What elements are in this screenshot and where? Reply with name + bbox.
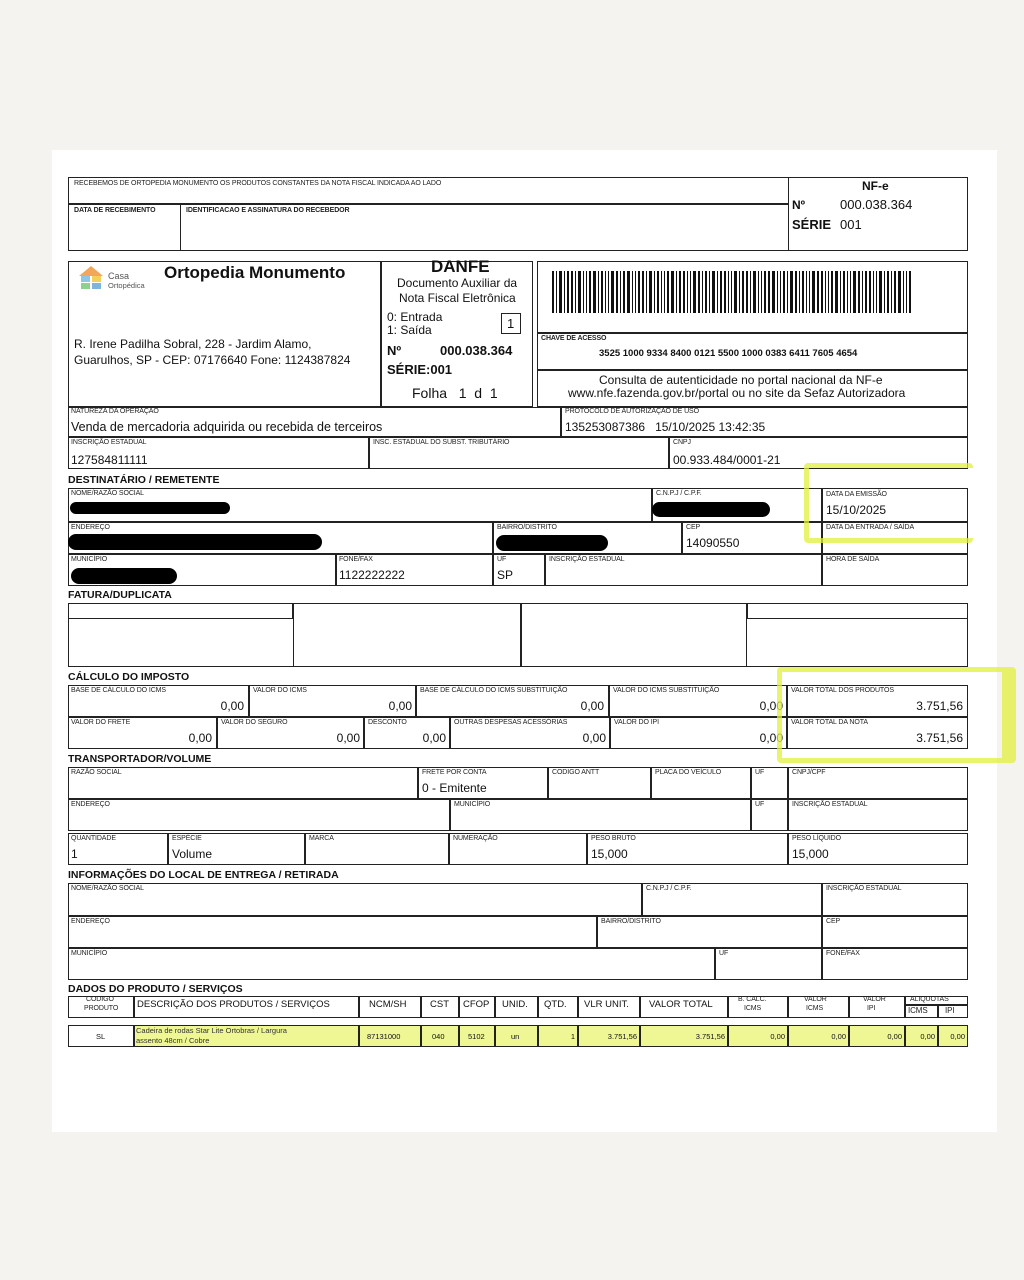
barcode-bar [843,271,845,313]
discount-value: 0,00 [422,731,446,745]
emission-label: DATA DA EMISSÃO [826,491,887,498]
barcode-bar [828,271,829,313]
transport-qty-label: QUANTIDADE [71,835,116,842]
barcode-bar [806,271,807,313]
barcode-bar [780,271,781,313]
barcode-bar [783,271,785,313]
base-st-value: 0,00 [580,699,604,713]
barcode-bar [825,271,826,313]
base-st-label: BASE DE CÁLCULO DO ICMS SUBSTITUIÇÃO [420,687,568,694]
transport-freight-label: FRETE POR CONTA [422,769,487,776]
barcode-bar [589,271,591,313]
issuer-address-line1: R. Irene Padilha Sobral, 228 - Jardim Alamo, [74,337,312,351]
barcode-bar [862,271,863,313]
invoice-cell-3 [521,603,747,667]
highlight-emission-date [804,463,973,543]
insurance-label: VALOR DO SEGURO [221,719,288,726]
recipient-cep-value: 14090550 [686,536,740,550]
barcode [552,271,913,313]
barcode-bar [731,271,732,313]
header-unit: UNID. [502,999,528,1010]
barcode-bar [879,271,882,313]
barcode-bar [598,271,599,313]
barcode-bar [734,271,737,313]
header-cfop: CFOP [463,999,490,1010]
barcode-bar [812,271,815,313]
barcode-bar [676,271,677,313]
header-unit-price: VLR UNIT. [584,999,629,1010]
transport-net-value: 15,000 [792,847,829,861]
barcode-bar [724,271,726,313]
redacted-city [71,568,177,584]
barcode-bar [605,271,606,313]
header-ncm: NCM/SH [369,999,407,1010]
header-total: VALOR TOTAL [649,999,713,1010]
barcode-bar [887,271,889,313]
transport-city-label: MUNICÍPIO [454,801,491,808]
recipient-city-label: MUNICÍPIO [71,556,108,563]
barcode-bar [620,271,621,313]
header-bc-2: ICMS [744,1005,762,1012]
redacted-district [496,535,608,551]
barcode-bar [717,271,718,313]
barcode-bar [623,271,625,313]
nature-value: Venda de mercadoria adquirida ou recebida de terceiros [71,420,383,434]
product-vipi: 0,00 [887,1032,902,1041]
header-vipi-1: VALOR [863,996,886,1003]
exit-time-label: HORA DE SAÍDA [826,556,880,563]
product-cst: 040 [432,1032,445,1041]
barcode-bar [693,271,696,313]
products-total-label: VALOR TOTAL DOS PRODUTOS [791,687,894,694]
transport-cnpj-label: CNPJ/CPF [792,769,826,776]
product-aliq-icms: 0,00 [920,1032,935,1041]
product-cfop: 5102 [468,1032,485,1041]
recipient-phone-value: 1122222222 [339,568,405,582]
barcode-bar [709,271,710,313]
barcode-bar [802,271,804,313]
product-unit: un [511,1032,520,1041]
product-vicms: 0,00 [831,1032,846,1041]
ipi-label: VALOR DO IPI [614,719,659,726]
barcode-bar [750,271,751,313]
receipt-declaration: RECEBEMOS DE ORTOPEDIA MONUMENTO OS PRODUTOS CONSTANTES DA NOTA FISCAL INDICADA AO LADO [74,180,442,187]
barcode-bar [787,271,788,313]
issuer-address-line2: Guarulhos, SP - CEP: 07176640 Fone: 1124387824 [74,353,351,367]
delivery-city-label: MUNICÍPIO [71,950,108,957]
receipt-series: 001 [840,217,862,232]
invoice-cell-2 [293,603,521,667]
emission-value: 15/10/2025 [826,503,887,517]
recipient-section-title: DESTINATÁRIO / REMETENTE [68,474,220,486]
recipient-district-label: BAIRRO/DISTRITO [497,524,557,531]
delivery-cep-cell [822,916,968,948]
transport-section-title: TRANSPORTADOR/VOLUME [68,753,212,765]
issuer-name: Ortopedia Monumento [164,263,346,282]
danfe-series: SÉRIE:001 [387,362,453,377]
barcode-bar [876,271,877,313]
cnpj-label: CNPJ [673,439,691,446]
note-total-value: 3.751,56 [916,731,963,745]
product-code: SL [96,1032,106,1041]
barcode-bar [667,271,669,313]
header-aliq-icms: ICMS [908,1006,928,1015]
product-bc: 0,00 [770,1032,785,1041]
barcode-bar [687,271,688,313]
barcode-bar [627,271,630,313]
barcode-bar [831,271,833,313]
transport-address-cell [68,799,450,831]
barcode-bar [758,271,759,313]
barcode-bar [746,271,748,313]
product-ncm: 87131000 [367,1032,401,1041]
invoice-cell-4 [747,603,968,619]
transport-numbering-label: NUMERAÇÃO [453,835,498,842]
barcode-bar [654,271,655,313]
barcode-bar [705,271,707,313]
document-page [52,150,997,1132]
base-icms-value: 0,00 [220,699,244,713]
barcode-bar [795,271,797,313]
barcode-bar [593,271,596,313]
barcode-bar [903,271,904,313]
barcode-bar [556,271,557,313]
barcode-bar [894,271,896,313]
transport-brand-label: MARCA [309,835,334,842]
receipt-signature-label: IDENTIFICACAO E ASSINATURA DO RECEBEDOR [186,207,350,214]
barcode-bar [575,271,576,313]
products-total-value: 3.751,56 [916,699,963,713]
delivery-address-label: ENDEREÇO [71,918,110,925]
barcode-bar [698,271,700,313]
consult-line1: Consulta de autenticidade no portal nacional da NF-e [599,373,883,387]
transport-net-label: PESO LÍQUIDO [792,835,841,842]
recipient-uf-label: UF [497,556,507,563]
barcode-bar [753,271,756,313]
delivery-name-label: NOME/RAZÃO SOCIAL [71,885,144,892]
barcode-bar [821,271,823,313]
recipient-uf-value: SP [497,568,514,582]
header-desc: DESCRIÇÃO DOS PRODUTOS / SERVIÇOS [137,999,330,1010]
barcode-bar [761,271,762,313]
danfe-subtitle-2: Nota Fiscal Eletrônica [399,291,516,305]
transport-plate-label: PLACA DO VEÍCULO [655,769,722,776]
barcode-bar [646,271,647,313]
recipient-address-label: ENDEREÇO [71,524,110,531]
barcode-bar [571,271,573,313]
barcode-bar [865,271,867,313]
barcode-bar [635,271,636,313]
redacted-address [68,534,322,550]
product-aliq-ipi: 0,00 [950,1032,965,1041]
cnpj-value: 00.933.484/0001-21 [673,453,781,467]
transport-ie-label: INSCRIÇÃO ESTADUAL [792,801,868,808]
barcode-bar [720,271,722,313]
product-desc-1: Cadeira de rodas Star Lite Ortobras / Largura [136,1026,287,1035]
header-vicms-1: VALOR [804,996,827,1003]
barcode-bar [772,271,775,313]
barcode-bar [601,271,603,313]
issuer-logo [78,265,104,291]
barcode-bar [853,271,856,313]
ie-value: 127584811111 [71,453,148,467]
barcode-bar [884,271,885,313]
tax-section-title: CÁLCULO DO IMPOSTO [68,671,190,683]
recipient-name-label: NOME/RAZÃO SOCIAL [71,490,144,497]
logo-line2: Ortopédica [108,281,145,290]
barcode-bar [739,271,740,313]
product-unit-price: 3.751,56 [607,1032,637,1041]
access-key-label: CHAVE DE ACESSO [541,335,607,342]
barcode-bar [858,271,860,313]
barcode-bar [578,271,581,313]
product-qty: 1 [570,1032,575,1041]
receipt-date-label: DATA DE RECEBIMENTO [74,207,156,214]
insurance-value: 0,00 [336,731,360,745]
barcode-bar [583,271,584,313]
barcode-bar [777,271,778,313]
header-cst: CST [430,999,449,1010]
header-aliq-ipi: IPI [945,1006,955,1015]
header-bc-1: B. CALC. [738,996,767,1003]
barcode-bar [559,271,562,313]
barcode-bar [809,271,810,313]
highlight-totals [777,667,1016,763]
barcode-bar [657,271,659,313]
redacted-name [70,502,230,514]
discount-label: DESCONTO [368,719,407,726]
danfe-exit: 1: Saída [387,323,432,337]
consult-line2: www.nfe.fazenda.gov.br/portal ou no site da Sefaz Autorizadora [568,386,906,400]
barcode-bar [679,271,681,313]
barcode-bar [611,271,614,313]
transport-species-label: ESPÉCIE [172,835,202,842]
danfe-page: Folha 1 d 1 [412,385,498,401]
barcode-bar [799,271,800,313]
barcode-bar [869,271,871,313]
delivery-city-cell [68,948,715,980]
barcode-bar [608,271,609,313]
delivery-ie-label: INSCRIÇÃO ESTADUAL [826,885,902,892]
receipt-number-label: Nº [792,198,806,212]
note-total-label: VALOR TOTAL DA NOTA [791,719,868,726]
barcode-bar [661,271,662,313]
icms-label: VALOR DO ICMS [253,687,307,694]
products-section-title: DADOS DO PRODUTO / SERVIÇOS [68,983,243,995]
logo-line1: Casa [108,271,130,281]
barcode-bar [850,271,851,313]
ipi-value: 0,00 [759,731,783,745]
barcode-bar [664,271,665,313]
transport-qty-value: 1 [71,847,78,861]
transport-antt-label: CODIGO ANTT [552,769,600,776]
protocol-label: PROTOCOLO DE AUTORIZAÇÃO DE USO [565,408,699,415]
ie-label: INSCRIÇÃO ESTADUAL [71,439,147,446]
delivery-uf-label: UF [719,950,729,957]
transport-uf2-label: UF [755,801,765,808]
barcode-bar [847,271,848,313]
barcode-bar [909,271,911,313]
delivery-name-cell [68,883,642,916]
protocol-value: 135253087386 15/10/2025 13:42:35 [565,420,766,434]
barcode-bar [840,271,841,313]
recipient-phone-label: FONE/FAX [339,556,373,563]
barcode-bar [817,271,819,313]
transport-city-cell [450,799,751,831]
delivery-cnpj-label: C.N.P.J / C.P.F. [646,885,692,892]
barcode-bar [683,271,685,313]
delivery-cep-label: CEP [826,918,841,925]
freight-value: 0,00 [188,731,212,745]
delivery-uf-cell [715,948,822,980]
barcode-bar [632,271,633,313]
barcode-bar [702,271,703,313]
delivery-section-title: INFORMAÇÕES DO LOCAL DE ENTREGA / RETIRADA [68,869,339,881]
barcode-bar [898,271,901,313]
receipt-series-label: SÉRIE [792,217,832,232]
header-code-2: PRODUTO [84,1005,119,1012]
transport-gross-value: 15,000 [591,847,628,861]
danfe-entry: 0: Entrada [387,310,443,324]
transport-species-value: Volume [172,847,213,861]
receipt-number: 000.038.364 [840,197,913,212]
barcode-bar [768,271,770,313]
header-vicms-2: ICMS [806,1005,824,1012]
barcode-bar [742,271,744,313]
barcode-bar [586,271,587,313]
header-vipi-2: IPI [867,1005,876,1012]
header-qty: QTD. [544,999,567,1010]
barcode-bar [649,271,652,313]
icms-value: 0,00 [388,699,412,713]
barcode-bar [552,271,554,313]
receipt-nfe-label: NF-e [862,179,889,193]
delivery-phone-label: FONE/FAX [826,950,860,957]
recipient-cnpj-label: C.N.P.J / C.P.F. [656,490,702,497]
invoice-section-title: FATURA/DUPLICATA [68,589,172,601]
other-expenses-label: OUTRAS DESPESAS ACESSÓRIAS [454,719,568,726]
recipient-cep-label: CEP [686,524,701,531]
barcode-bar [712,271,715,313]
base-icms-label: BASE DE CÁLCULO DO ICMS [71,687,166,694]
barcode-bar [567,271,569,313]
other-expenses-value: 0,00 [582,731,606,745]
product-total: 3.751,56 [695,1032,725,1041]
barcode-bar [638,271,640,313]
barcode-bar [906,271,907,313]
transport-name-label: RAZÃO SOCIAL [71,769,122,776]
delivery-address-cell [68,916,597,948]
transport-gross-label: PESO BRUTO [591,835,636,842]
barcode-bar [616,271,618,313]
redacted-cnpj [652,502,770,517]
barcode-bar [891,271,892,313]
house-logo-icon [78,265,104,291]
danfe-title: DANFE [431,257,490,276]
transport-freight-value: 0 - Emitente [422,781,487,795]
nature-label: NATUREZA DA OPERAÇÃO [71,408,159,415]
product-desc-2: assento 48cm / Cobre [136,1036,210,1045]
recipient-ie-label: INSCRIÇÃO ESTADUAL [549,556,625,563]
barcode-bar [790,271,793,313]
header-code-1: CODIGO [86,996,114,1003]
danfe-type-value: 1 [507,316,515,331]
danfe-number: 000.038.364 [440,343,513,358]
barcode-bar [728,271,729,313]
transport-uf-label: UF [755,769,765,776]
barcode-bar [671,271,674,313]
delivery-district-label: BAIRRO/DISTRITO [601,918,661,925]
barcode-bar [835,271,838,313]
danfe-subtitle-1: Documento Auxiliar da [397,276,518,290]
transport-address-label: ENDEREÇO [71,801,110,808]
entry-date-label: DATA DA ENTRADA / SAÍDA [826,524,915,531]
invoice-cell-1 [68,603,293,619]
icms-st-value: 0,00 [759,699,783,713]
freight-label: VALOR DO FRETE [71,719,131,726]
barcode-bar [642,271,644,313]
ie-st-label: INSC. ESTADUAL DO SUBST. TRIBUTÁRIO [373,439,510,446]
barcode-bar [873,271,874,313]
icms-st-label: VALOR DO ICMS SUBSTITUIÇÃO [613,687,720,694]
header-aliq: ALIQUOTAS [910,996,949,1003]
barcode-bar [764,271,766,313]
danfe-number-label: Nº [387,343,402,358]
access-key: 3525 1000 9334 8400 0121 5500 1000 0383 6411 7605 4654 [599,348,858,359]
barcode-bar [564,271,565,313]
barcode-bar [690,271,691,313]
